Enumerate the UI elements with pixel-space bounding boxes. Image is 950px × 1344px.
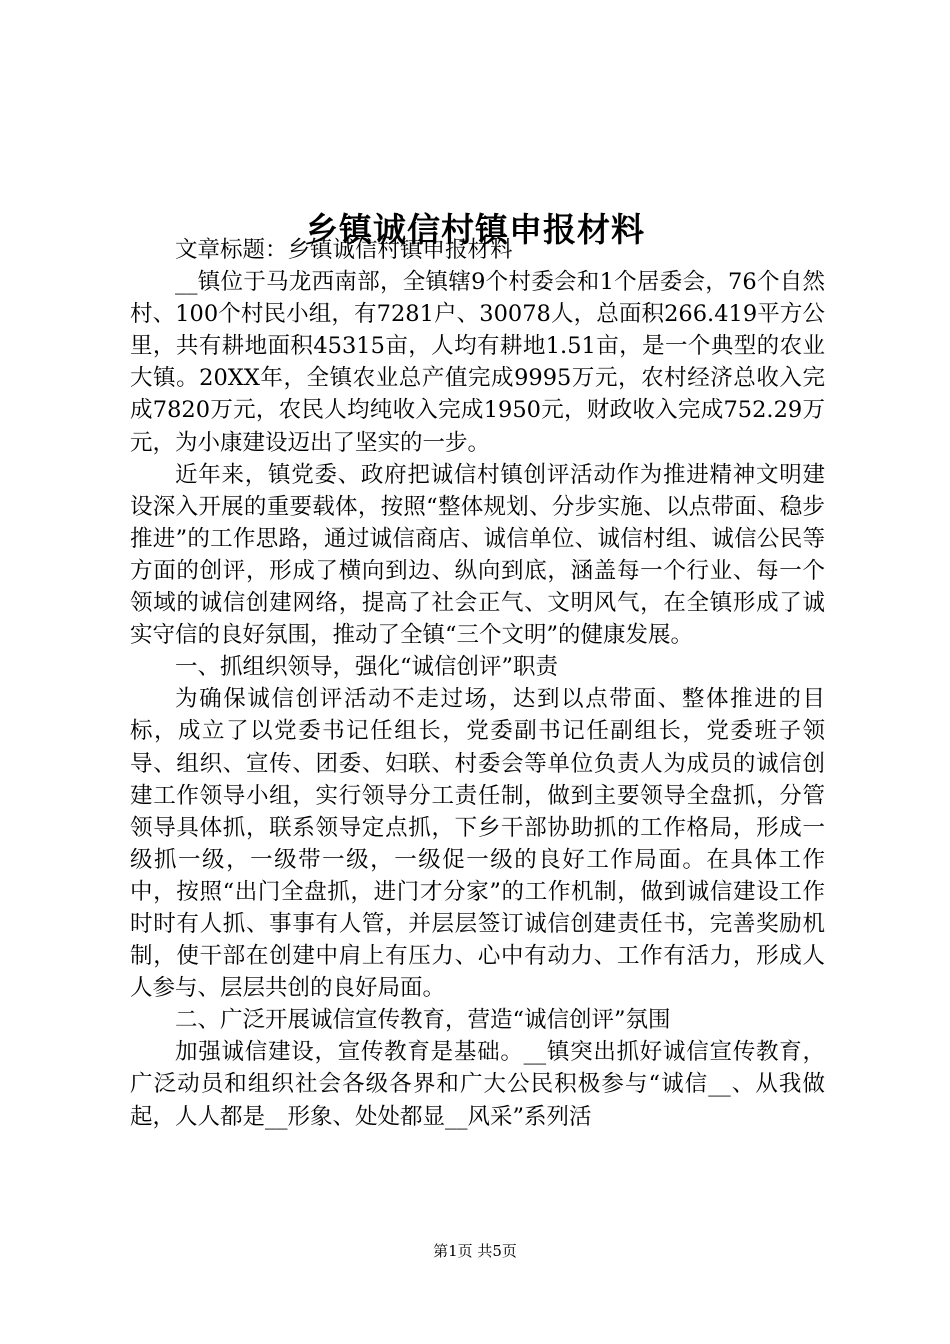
paragraph-organization: 为确保诚信创评活动不走过场，达到以点带面、整体推进的目标，成立了以党委书记任组长，党委副书记任副组长，党委班子领导、组织、宣传、团委、妇联、村委会等单位负责人为成员的诚信创建工作领导小组，实行领导分工责任制，做到主要领导全盘抓，分管领导具体抓，联系领导定点抓，下乡干部协助抓的工作格局，形成一级抓一级，一级带一级，一级促一级的良好工作局面。在具体工作中，按照“出门全盘抓，进门才分家”的工作机制，做到诚信建设工作时时有人抓、事事有人管，并层层签订诚信创建责任书，完善奖励机制，使干部在创建中肩上有压力、心中有动力、工作有活力，形成人人参与、层层共创的良好局面。 <box>130 686 825 1002</box>
paragraph-publicity: 加强诚信建设，宣传教育是基础。__镇突出抓好诚信宣传教育，广泛动员和组织社会各级各界和广大公民积极参与“诚信__、从我做起，人人都是__形象、处处都显__风采”系列活 <box>130 1039 825 1130</box>
document-title: 乡镇诚信村镇申报材料 <box>305 210 645 250</box>
paragraph-town-overview: __镇位于马龙西南部，全镇辖9个村委会和1个居委会，76个自然村、100个村民小组，有7281户、30078人，总面积266.419平方公里，共有耕地面积45315亩，人均有耕地1.51亩，是一个典型的农业大镇。20XX年，全镇农业总产值完成9995万元，农村经济总收入完成7820万元，农民人均纯收入完成1950元，财政收入完成752.29万元，为小康建设迈出了坚实的一步。 <box>130 269 825 456</box>
page-footer <box>0 1241 950 1261</box>
page-indicator: 第1页 共5页 <box>433 1242 517 1260</box>
section-heading-2: 二、广泛开展诚信宣传教育，营造“诚信创评”氛围 <box>175 1007 671 1034</box>
article-title-line: 文章标题：乡镇诚信村镇申报材料 <box>175 237 513 263</box>
paragraph-recent-years: 近年来，镇党委、政府把诚信村镇创评活动作为推进精神文明建设深入开展的重要载体，按照“整体规划、分步实施、以点带面、稳步推进”的工作思路，通过诚信商店、诚信单位、诚信村组、诚信公民等方面的创评，形成了横向到边、纵向到底，涵盖每一个行业、每一个领域的诚信创建网络，提高了社会正气、文明风气，在全镇形成了诚实守信的良好氛围，推动了全镇“三个文明”的健康发展。 <box>130 461 825 649</box>
section-heading-1: 一、抓组织领导，强化“诚信创评”职责 <box>175 654 559 681</box>
document-body <box>130 234 825 1133</box>
